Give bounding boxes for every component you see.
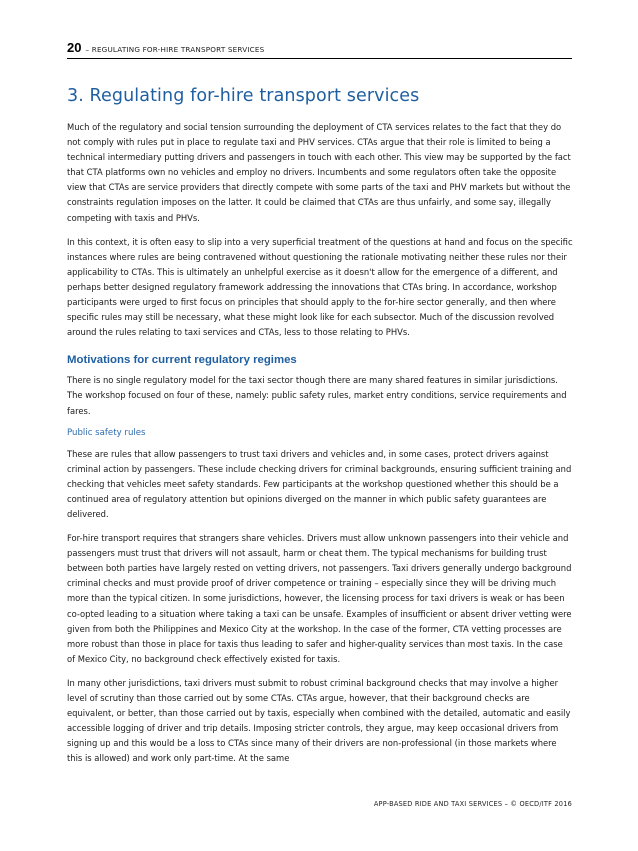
public-safety-paragraph-1: These are rules that allow passengers to trust taxi drivers and vehicles and, in some cases, protect drivers against criminal action by passengers. These include checking drivers for criminal backgrounds, ensuring sufficient training and checking that vehicles meet safety standards. Few participants at the workshop questioned whether this should be a continued area of regulatory attention but opinions diverged on the manner in which public safety guarantees are delivered. bbox=[67, 448, 572, 519]
public-safety-heading: Public safety rules bbox=[67, 427, 146, 438]
public-safety-paragraph-2: For-hire transport requires that strangers share vehicles. Drivers must allow unknown passengers into their vehicle and passengers must trust that drivers will not assault, harm or cheat them. The typical mechanisms for building trust between both parties have largely rested on vetting drivers, not passengers. Taxi drivers generally undergo background criminal checks and must provide proof of driver competence or training – especially since they will be driving much more than the typical citizen. In some jurisdictions, however, the licensing process for taxi drivers is weak or has been co-opted leading to a situation where taking a taxi can be unsafe. Examples of insufficient or absent driver vetting were given from both the Philippines and Mexico City at the workshop. In the case of the former, CTA vetting processes are more robust than those in place for taxis thus leading to safer and higher-quality services than most taxis. In the case of Mexico City, no background check effectively existed for taxis. bbox=[67, 533, 572, 664]
page-header bbox=[67, 40, 572, 59]
section-title: 3. Regulating for-hire transport services bbox=[67, 86, 420, 106]
motivations-heading: Motivations for current regulatory regimes bbox=[67, 354, 297, 367]
page-footer: APP-BASED RIDE AND TAXI SERVICES – © OECD/ITF 2016 bbox=[373, 800, 572, 808]
section-paragraph-1: Much of the regulatory and social tension surrounding the deployment of CTA services relates to the fact that they do not comply with rules put in place to regulate taxi and PHV services. CTAs argue that their role is limited to being a technical intermediary putting drivers and passengers in touch with each other. This view may be supported by the fact that CTA platforms own no vehicles and employ no drivers. Incumbents and some regulators often take the opposite view that CTAs are service providers that directly compete with some parts of the taxi and PHV markets but without the constraints regulation imposes on the latter. It could be claimed that CTAs are thus unfairly, and some say, illegally competing with taxis and PHVs. bbox=[67, 122, 571, 223]
running-title: – REGULATING FOR-HIRE TRANSPORT SERVICES bbox=[85, 45, 265, 54]
public-safety-paragraph-3: In many other jurisdictions, taxi drivers must submit to robust criminal background checks that may involve a higher level of scrutiny than those carried out by some CTAs. CTAs argue, however, that their background checks are equivalent, or better, than those carried out by taxis, especially when combined with the detailed, automatic and easily accessible logging of driver and trip details. Imposing stricter controls, they argue, may keep occasional drivers from signing up and this would be a loss to CTAs since many of their drivers are non-professional (in those markets where this is allowed) and work only part-time. At the same bbox=[67, 677, 571, 764]
section-paragraph-2: In this context, it is often easy to slip into a very superficial treatment of the questions at hand and focus on the specific instances where rules are being contravened without questioning the rationale motivating neither these rules nor their applicability to CTAs. This is ultimately an unhelpful exercise as it doesn't allow for the emergence of a different, and perhaps better designed regulatory framework addressing the innovations that CTAs bring. In accordance, workshop participants were urged to first focus on principles that should apply to the for-hire sector generally, and then where specific rules may still be necessary, what these might look like for each subsector. Much of the discussion revolved around the rules relating to taxi services and CTAs, less to those relating to PHVs. bbox=[67, 236, 573, 338]
page-content bbox=[67, 86, 573, 775]
motivations-paragraph: There is no single regulatory model for the taxi sector though there are many shared features in similar jurisdictions. The workshop focused on four of these, namely: public safety rules, market entry conditions, service requirements and fares. bbox=[67, 375, 567, 416]
header-line bbox=[67, 40, 572, 55]
header-rule bbox=[67, 58, 572, 59]
page-number: 20 bbox=[67, 40, 82, 55]
